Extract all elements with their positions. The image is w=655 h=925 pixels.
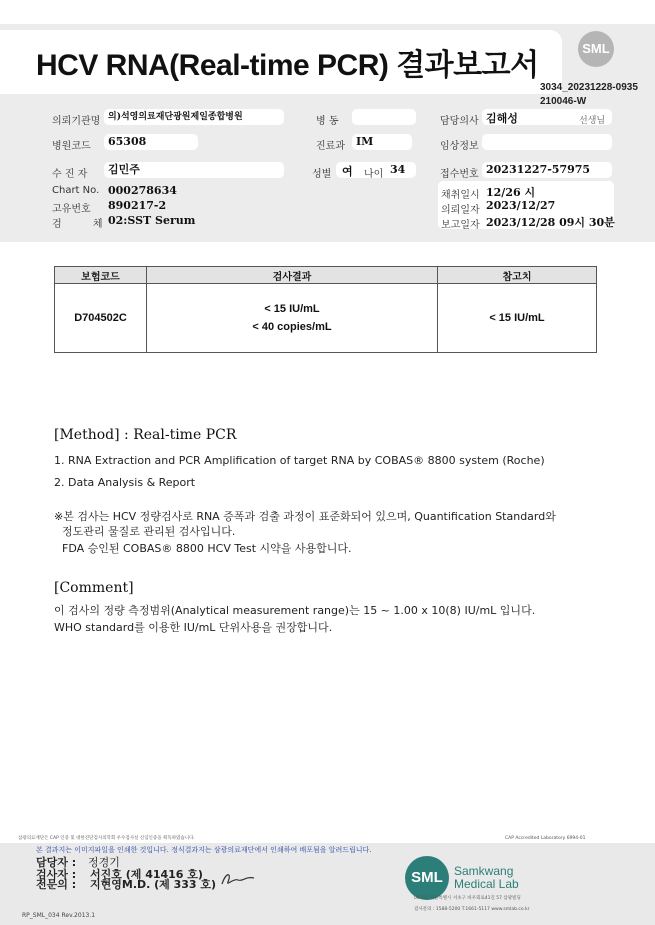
clinical-label: 임상정보: [440, 141, 479, 152]
company-address: 06742 서울특별시 서초구 바우뫼로41길 57 삼광빌딩: [414, 896, 521, 901]
fine-print-left: 삼광의료재단은 CAP 인증 및 대한진단검사의학회 우수검사실 신임인증을 획득하였습니다.: [18, 836, 195, 841]
doctor-sig-value: 정경기: [88, 856, 120, 869]
result-line2: < 40 copies/mL: [252, 321, 332, 333]
method-note1: ※본 검사는 HCV 정량검사로 RNA 증폭과 검출 과정이 표준화되어 있으며, Quantification Standard와: [54, 510, 556, 523]
doc-id-line1: 3034_20231228-0935: [540, 82, 638, 93]
unique-value: 890217-2: [108, 199, 167, 212]
ward-spacer: [304, 109, 312, 125]
specimen-value: 02:SST Serum: [108, 214, 196, 227]
age-label: 나이: [364, 169, 384, 180]
doc-id-line2: 210046-W: [540, 96, 587, 107]
institution-value: 의)석영의료재단광원제일종합병원: [104, 109, 284, 125]
chart-label: Chart No.: [52, 185, 100, 196]
department-label: 진료과: [316, 141, 345, 152]
report-label: 보고일자: [441, 220, 480, 231]
specialist-value: 지현영M.D. (제 333 호): [90, 878, 217, 891]
institution-label: 의뢰기관명: [52, 116, 101, 127]
hospital-code-label: 병원코드: [52, 141, 91, 152]
method-note3: FDA 승인된 COBAS® 8800 HCV Test 시약을 사용합니다.: [62, 542, 352, 555]
table-header-row: [55, 267, 597, 284]
specimen-label: 검 체: [52, 219, 117, 230]
request-value: 2023/12/27: [486, 199, 556, 212]
specialist-label: 전문의 :: [36, 878, 77, 891]
ward-label: 병 동: [316, 116, 339, 127]
form-code: RP_SML_034 Rev.2013.1: [22, 912, 96, 919]
method-heading: [Method] : Real-time PCR: [54, 427, 237, 443]
page-title: HCV RNA(Real-time PCR) 결과보고서: [36, 49, 539, 82]
doctor-label: 담당의사: [440, 116, 479, 127]
collect-value: 12/26 시: [486, 186, 536, 199]
company-line2: Medical Lab: [454, 877, 519, 891]
header-reference: 참고치: [438, 267, 597, 284]
patient-label: 수 진 자: [52, 169, 88, 180]
doctor-title: 선생님: [579, 116, 606, 126]
comment-line1: 이 검사의 정량 측정범위(Analytical measurement range)는 15 ~ 1.00 x 10(8) IU/mL 입니다.: [54, 604, 536, 617]
method-item1: 1. RNA Extraction and PCR Amplification of target RNA by COBAS® 8800 system (Roche): [54, 454, 545, 467]
cell-result: [147, 284, 438, 353]
table-row: [55, 284, 597, 353]
header-result: 검사결과: [147, 267, 438, 284]
notice-text: 본 결과지는 이미지파일을 인쇄한 것입니다. 정식결과지는 삼광의료재단에서 인쇄하여 배포됨을 알려드립니다.: [36, 846, 372, 854]
unique-label: 고유번호: [52, 204, 91, 215]
tester-label: 검사자 :: [36, 868, 77, 881]
sex-value: 여: [342, 165, 353, 178]
comment-heading: [Comment]: [54, 580, 134, 596]
signature-icon: [218, 870, 258, 888]
company-contact: 검사문의 : 1588-5200 T.1661-5117 www.smlab.co.kr: [414, 907, 530, 912]
patient-value: 김민주: [104, 162, 284, 178]
collect-label: 채취일시: [441, 190, 480, 201]
doctor-sig-label: 담당자 :: [36, 856, 77, 869]
cell-insurance-code: D704502C: [55, 284, 147, 353]
sml-logo-icon: SML: [578, 31, 614, 67]
method-note2: 정도관리 물질로 관리된 검사입니다.: [62, 525, 236, 538]
ward-value: [352, 109, 416, 125]
clinical-value: [482, 134, 612, 150]
result-line1: < 15 IU/mL: [264, 303, 320, 315]
request-label: 의뢰일자: [441, 205, 480, 216]
sex-label: 성별: [312, 169, 332, 180]
cell-reference: < 15 IU/mL: [438, 284, 597, 353]
doctor-value: 김해성: [486, 112, 518, 125]
report-value: 2023/12/28 09시 30분: [486, 216, 615, 229]
hospital-code-value: 65308: [104, 134, 198, 150]
results-table: [54, 266, 597, 353]
department-value: IM: [352, 134, 412, 150]
sml-logo-icon: SML: [405, 856, 449, 900]
comment-line2: WHO standard를 이용한 IU/mL 단위사용을 권장합니다.: [54, 621, 333, 634]
method-item2: 2. Data Analysis & Report: [54, 476, 196, 489]
age-value: 34: [390, 163, 406, 176]
receipt-value: 20231227-57975: [482, 162, 612, 178]
chart-value: 000278634: [108, 184, 177, 197]
company-line1: Samkwang: [454, 864, 514, 878]
receipt-label: 접수번호: [440, 169, 479, 180]
tester-value: 서진호 (제 41416 호): [90, 868, 203, 881]
fine-print-right: CAP Accredited Laboratory 6994-01: [505, 836, 586, 841]
header-insurance-code: 보험코드: [55, 267, 147, 284]
